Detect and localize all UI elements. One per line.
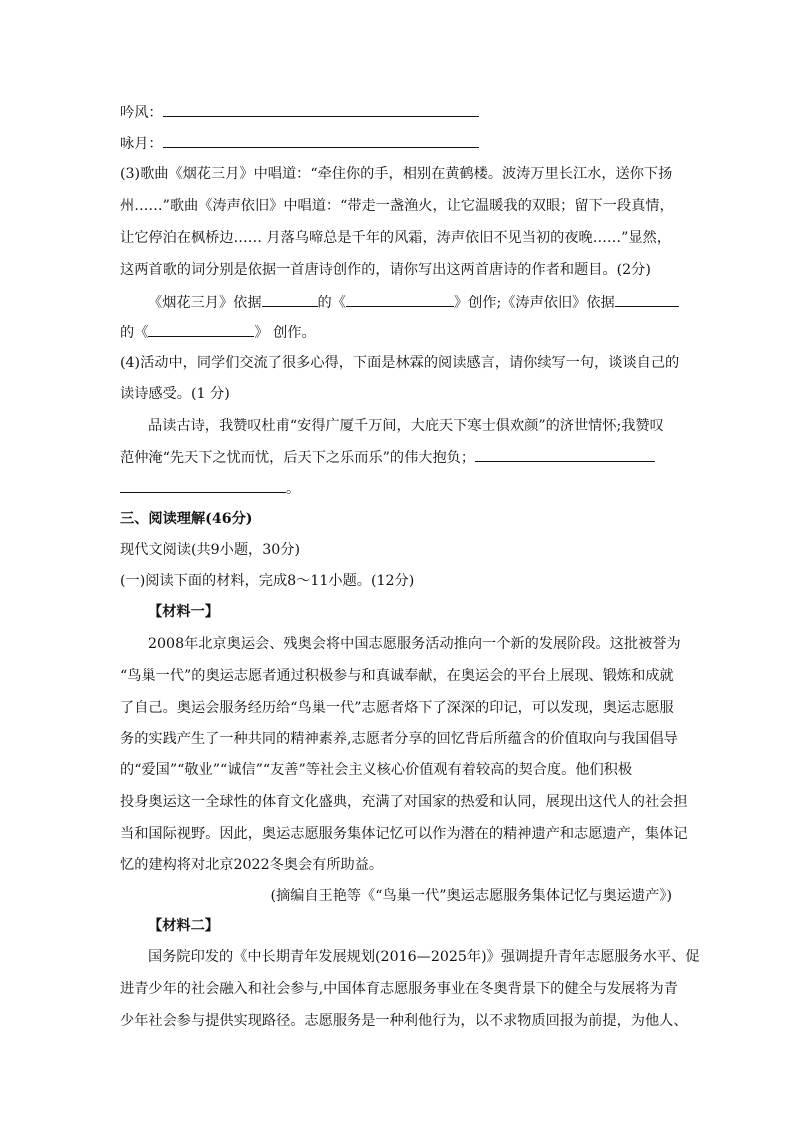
q3-line-4: 这两首歌的词分别是依据一首唐诗创作的，请你写出这两首唐诗的作者和题目。(2分) — [120, 262, 651, 278]
material2-title: 【材料二】 — [148, 918, 219, 934]
part-instruction: (一)阅读下面的材料，完成8～11小题。(12分) — [120, 573, 415, 589]
q3-answer-text: 》 创作。 — [254, 325, 316, 341]
q4-text: 范仲淹“先天下之忧而忧，后天下之乐而乐”的伟大抱负； — [120, 450, 476, 466]
material1-line: 2008年北京奥运会、残奥会将中国志愿服务活动推向一个新的发展阶段。这批被誉为 — [148, 636, 681, 652]
q4-line-5 — [120, 478, 300, 499]
answer-blank[interactable] — [262, 292, 318, 307]
q3-answer-line-1 — [148, 292, 679, 313]
answer-blank[interactable] — [163, 102, 479, 117]
material1-line: 忆的建构将对北京2022冬奥会有所助益。 — [120, 857, 384, 873]
answer-blank[interactable] — [346, 292, 454, 307]
q4-text: 。 — [286, 481, 301, 497]
fill-line-yinfeng — [120, 102, 479, 123]
fill-line-label: 吟风： — [120, 105, 163, 121]
q4-line-2: 读诗感受。(1 分) — [120, 386, 230, 402]
material1-line: 务的实践产生了一种共同的精神素养,志愿者分享的回忆背后所蕴含的价值取向与我国倡导 — [120, 731, 678, 747]
fill-line-yongyue — [120, 133, 479, 154]
material2-line: 进青少年的社会融入和社会参与,中国体育志愿服务事业在冬奥背景下的健全与发展将为青 — [120, 981, 678, 997]
fill-line-label: 咏月： — [120, 136, 163, 152]
section-subheading: 现代文阅读(共9小题，30分) — [120, 542, 301, 558]
material1-line: 了自己。奥运会服务经历给“鸟巢一代”志愿者烙下了深深的印记，可以发现，奥运志愿服 — [120, 700, 674, 716]
material1-line: 投身奥运这一全球性的体育文化盛典，充满了对国家的热爱和认同，展现出这代人的社会担 — [120, 794, 688, 810]
section-heading: 三、阅读理解(46分) — [120, 511, 253, 527]
q3-answer-text: 《烟花三月》依据 — [148, 295, 262, 311]
material1-line: “鸟巢一代”的奥运志愿者通过积极参与和真诚奉献，在奥运会的平台上展现、锻炼和成就 — [120, 668, 674, 684]
q3-answer-text: 的《 — [317, 295, 346, 311]
q4-line-3: 品读古诗，我赞叹杜甫“安得广厦千万间，大庇天下寒士俱欢颜”的济世情怀;我赞叹 — [148, 418, 664, 434]
answer-blank[interactable] — [148, 322, 254, 337]
q4-line-4 — [120, 447, 655, 468]
q3-line-3: 让它停泊在枫桥边…… 月落乌啼总是千年的风霜，涛声依旧不见当初的夜晚……”显然， — [120, 230, 671, 246]
material2-line: 国务院印发的《中长期青年发展规划(2016—2025年)》强调提升青年志愿服务水平、促 — [148, 949, 700, 965]
q3-answer-text: 》创作;《涛声依旧》依据 — [453, 295, 615, 311]
q3-answer-line-2 — [120, 322, 316, 343]
q4-line-1: (4)活动中，同学们交流了很多心得，下面是林霖的阅读感言，请你续写一句，谈谈自己的 — [120, 355, 680, 371]
answer-blank[interactable] — [615, 292, 679, 307]
answer-blank[interactable] — [163, 133, 479, 148]
q3-line-2: 州……”歌曲《涛声依旧》中唱道：“带走一盏渔火，让它温暖我的双眼；留下一段真情， — [120, 198, 674, 214]
material1-source: (摘编自王艳等《“鸟巢一代”奥运志愿服务集体记忆与奥运遗产》) — [270, 888, 672, 904]
answer-blank[interactable] — [475, 447, 655, 462]
material1-line: 的“爱国”“敬业”“诚信”“友善”等社会主义核心价值观有着较高的契合度。他们积极 — [120, 762, 633, 778]
q3-answer-text: 的《 — [120, 325, 149, 341]
material2-line: 少年社会参与提供实现路径。志愿服务是一种利他行为，以不求物质回报为前提，为他人、 — [120, 1013, 688, 1029]
material1-line: 当和国际视野。因此，奥运志愿服务集体记忆可以作为潜在的精神遗产和志愿遗产，集体记 — [120, 826, 688, 842]
q3-line-1: (3)歌曲《烟花三月》中唱道：“牵住你的手，相别在黄鹤楼。波涛万里长江水，送你下扬 — [120, 166, 673, 182]
material1-title: 【材料一】 — [148, 604, 219, 620]
answer-blank[interactable] — [120, 478, 286, 493]
